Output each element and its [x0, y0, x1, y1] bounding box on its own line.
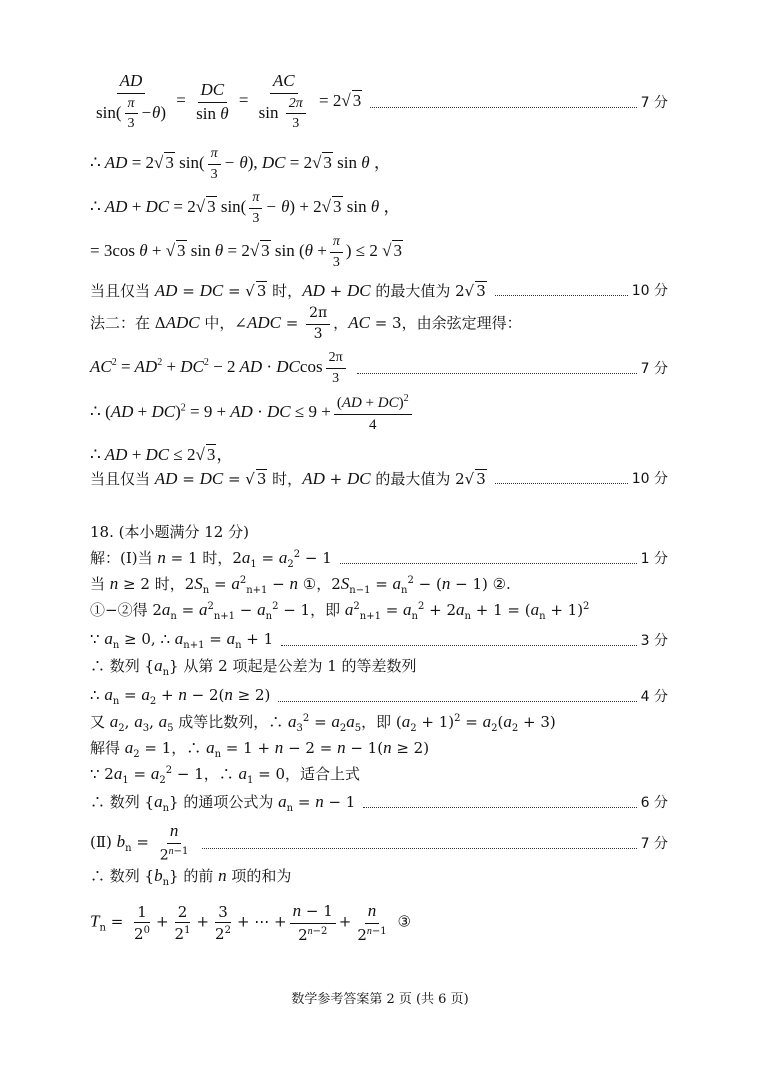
- dot-leader: [357, 373, 637, 374]
- dot-leader: [363, 807, 636, 808]
- line-15: ∵ $a_n \ge 0$, ∴ $a_{n+1} = a_n + 1$ 3 分: [90, 629, 668, 651]
- line-10: 当且仅当 AD = DC = √ 3 时，AD + DC 的最大值为 2√ 3 10 分: [90, 468, 668, 488]
- dot-leader: [340, 563, 637, 564]
- line-12: 解：(Ⅰ)当 n = 1 时，$2a_1 = a_2^2 - 1$ 1 分: [90, 547, 668, 570]
- dot-leader: [278, 701, 636, 702]
- page-footer: 数学参考答案第 2 页 (共 6 页): [291, 992, 469, 1007]
- score-label: 1 分: [640, 551, 668, 567]
- dot-leader: [202, 848, 636, 849]
- line-7: $AC^2 = AD^2 + DC^2 - 2$ AD · DCcos $\frac{2\pi}{3}$ 7 分: [90, 350, 668, 386]
- score-label: 3 分: [640, 633, 668, 649]
- line-20: ∵ $2a_1 = a_2^2 - 1$，∴ $a_1 = 0$，适合上式: [90, 763, 361, 786]
- line-14: ①−②得 $2a_n = a^2_{n+1} - a_n^2 - 1$，即 $a^2_{n+1} = a_n^2 + 2a_n + 1 = (a_n + 1)^2$: [90, 599, 590, 622]
- score-label: 10 分: [631, 471, 668, 487]
- line-23: ∴ 数列 $\{b_n\}$ 的前 n 项的和为: [90, 865, 292, 888]
- equation: AD sin( $\frac{\pi}{3}$ −θ) = $\frac{DC}{\text{sin θ}}$ = AC sin $\frac{2\pi}{3}$ = 2√ 3: [96, 71, 362, 132]
- problem-title: 18. (本小题满分 12 分): [90, 522, 249, 541]
- line-8: ∴ (AD + DC)$^2$ = 9 + AD · DC ≤ 9 + $\frac{(AD + DC)^2}{4}$: [90, 390, 668, 436]
- dot-leader: [281, 645, 636, 646]
- line-5: 当且仅当 AD = DC = √ 3 时，AD + DC 的最大值为 2√ 3 10 分: [90, 280, 668, 300]
- dot-leader: [495, 295, 628, 296]
- line-17: ∴ $a_n = a_2 + n - 2(n \ge 2)$ 4 分: [90, 685, 668, 707]
- line-13: 当 n ≥ 2 时，$2S_n = a^2_{n+1} - n$ ①，$2S_{n-1} = a_n^2 - (n - 1)$ ②.: [90, 573, 511, 596]
- line-21: ∴ 数列 $\{a_n\}$ 的通项公式为 $a_n = n - 1$ 6 分: [90, 791, 668, 814]
- score-label: 6 分: [640, 795, 668, 811]
- line-24: $T_n$ = $\frac{1}{2^0}$ + $\frac{2}{2^1}$ + $\frac{3}{2^2}$ + ⋯ + $\frac{n - 1}{2^{n-2}}$ + $\frac{n}{2^{n-1}}$ ③: [90, 901, 411, 945]
- line-2: ∴ AD = 2√ 3 sin( $\frac{\pi}{3}$ − θ), DC = 2√ 3 sin θ ，: [90, 146, 391, 182]
- line-6: 法二：在 ΔADC 中，∠ADC = $\frac{2\pi}{3}$ ，AC = 3，由余弦定理得：: [90, 305, 522, 342]
- line-19: 解得 $a_2 = 1$，∴ $a_n = 1 + n - 2 = n - 1(n \ge 2)$: [90, 737, 430, 760]
- score-label: 7 分: [640, 95, 668, 111]
- line-9: ∴ AD + DC ≤ 2√ 3，: [90, 444, 234, 464]
- line-18: 又 $a_2$, $a_3$, $a_5$ 成等比数列，∴ $a_3^2 = a_2a_5$，即 $(a_2 + 1)^2 = a_2(a_2 + 3)$: [90, 711, 556, 734]
- dot-leader: [495, 483, 628, 484]
- dot-leader: [370, 107, 636, 108]
- line-4: = 3cos θ + √ 3 sin θ = 2√ 3 sin (θ + $\frac{\pi}{3}$ ) ≤ 2 √ 3: [90, 234, 402, 270]
- score-label: 7 分: [640, 361, 668, 377]
- line-3: ∴ AD + DC = 2√ 3 sin( $\frac{\pi}{3}$ − θ) + 2√ 3 sin θ ，: [90, 190, 401, 226]
- line-1: [90, 72, 668, 132]
- score-label: 10 分: [631, 283, 668, 299]
- score-label: 7 分: [640, 836, 668, 852]
- line-16: ∴ 数列 $\{a_n\}$ 从第 2 项起是公差为 1 的等差数列: [90, 655, 417, 678]
- line-22: (Ⅱ) $b_n$ = $\frac{n}{2^{n-1}}$ 7 分: [90, 821, 668, 864]
- problem-18-header: [90, 520, 668, 542]
- score-label: 4 分: [640, 689, 668, 705]
